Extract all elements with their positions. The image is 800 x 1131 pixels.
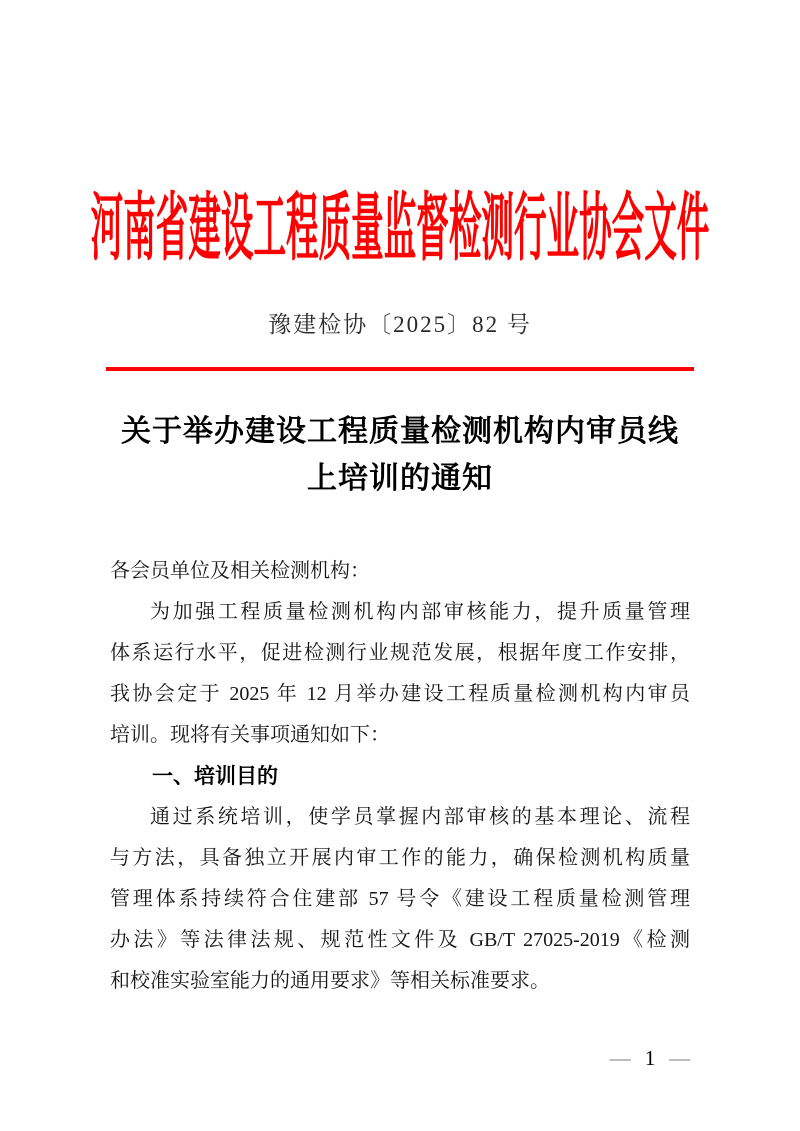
body-line: 为加强工程质量检测机构内部审核能力，提升质量管理 [150,601,690,623]
section-heading: 一、培训目的 [152,765,278,788]
body-line: 办法》等法律法规、规范性文件及 GB/T 27025-2019《检测 [110,929,690,951]
notice-title-line2: 上培训的通知 [307,462,493,495]
body-line: 通过系统培训，使学员掌握内部审核的基本理论、流程 [150,806,690,828]
body-line: 我协会定于 2025 年 12 月举办建设工程质量检测机构内审员 [110,683,690,705]
page-number-dash-right: — [669,1046,691,1070]
red-divider-line [106,367,694,371]
body-line: 和校准实验室能力的通用要求》等相关标准要求。 [110,970,550,992]
notice-title [0,408,800,502]
page-number: 1 [644,1046,656,1070]
doc-number: 豫建检协〔2025〕82 号 [268,312,532,337]
salutation-line: 各会员单位及相关检测机构： [110,560,370,582]
notice-title-line1: 关于举办建设工程质量检测机构内审员线 [121,415,679,448]
body-line: 与方法，具备独立开展内审工作的能力，确保检测机构质量 [110,847,690,869]
notice-body [110,551,690,1002]
body-line: 培训。现将有关事项通知如下： [110,724,390,746]
body-line: 管理体系持续符合住建部 57 号令《建设工程质量检测管理 [110,888,690,910]
page-number-dash-left: — [609,1046,631,1070]
org-header-title: 河南省建设工程质量监督检测行业协会文件 [90,188,710,270]
body-line: 体系运行水平，促进检测行业规范发展，根据年度工作安排， [110,642,690,664]
org-header-banner [0,184,800,274]
page-number-footer [585,1046,715,1071]
